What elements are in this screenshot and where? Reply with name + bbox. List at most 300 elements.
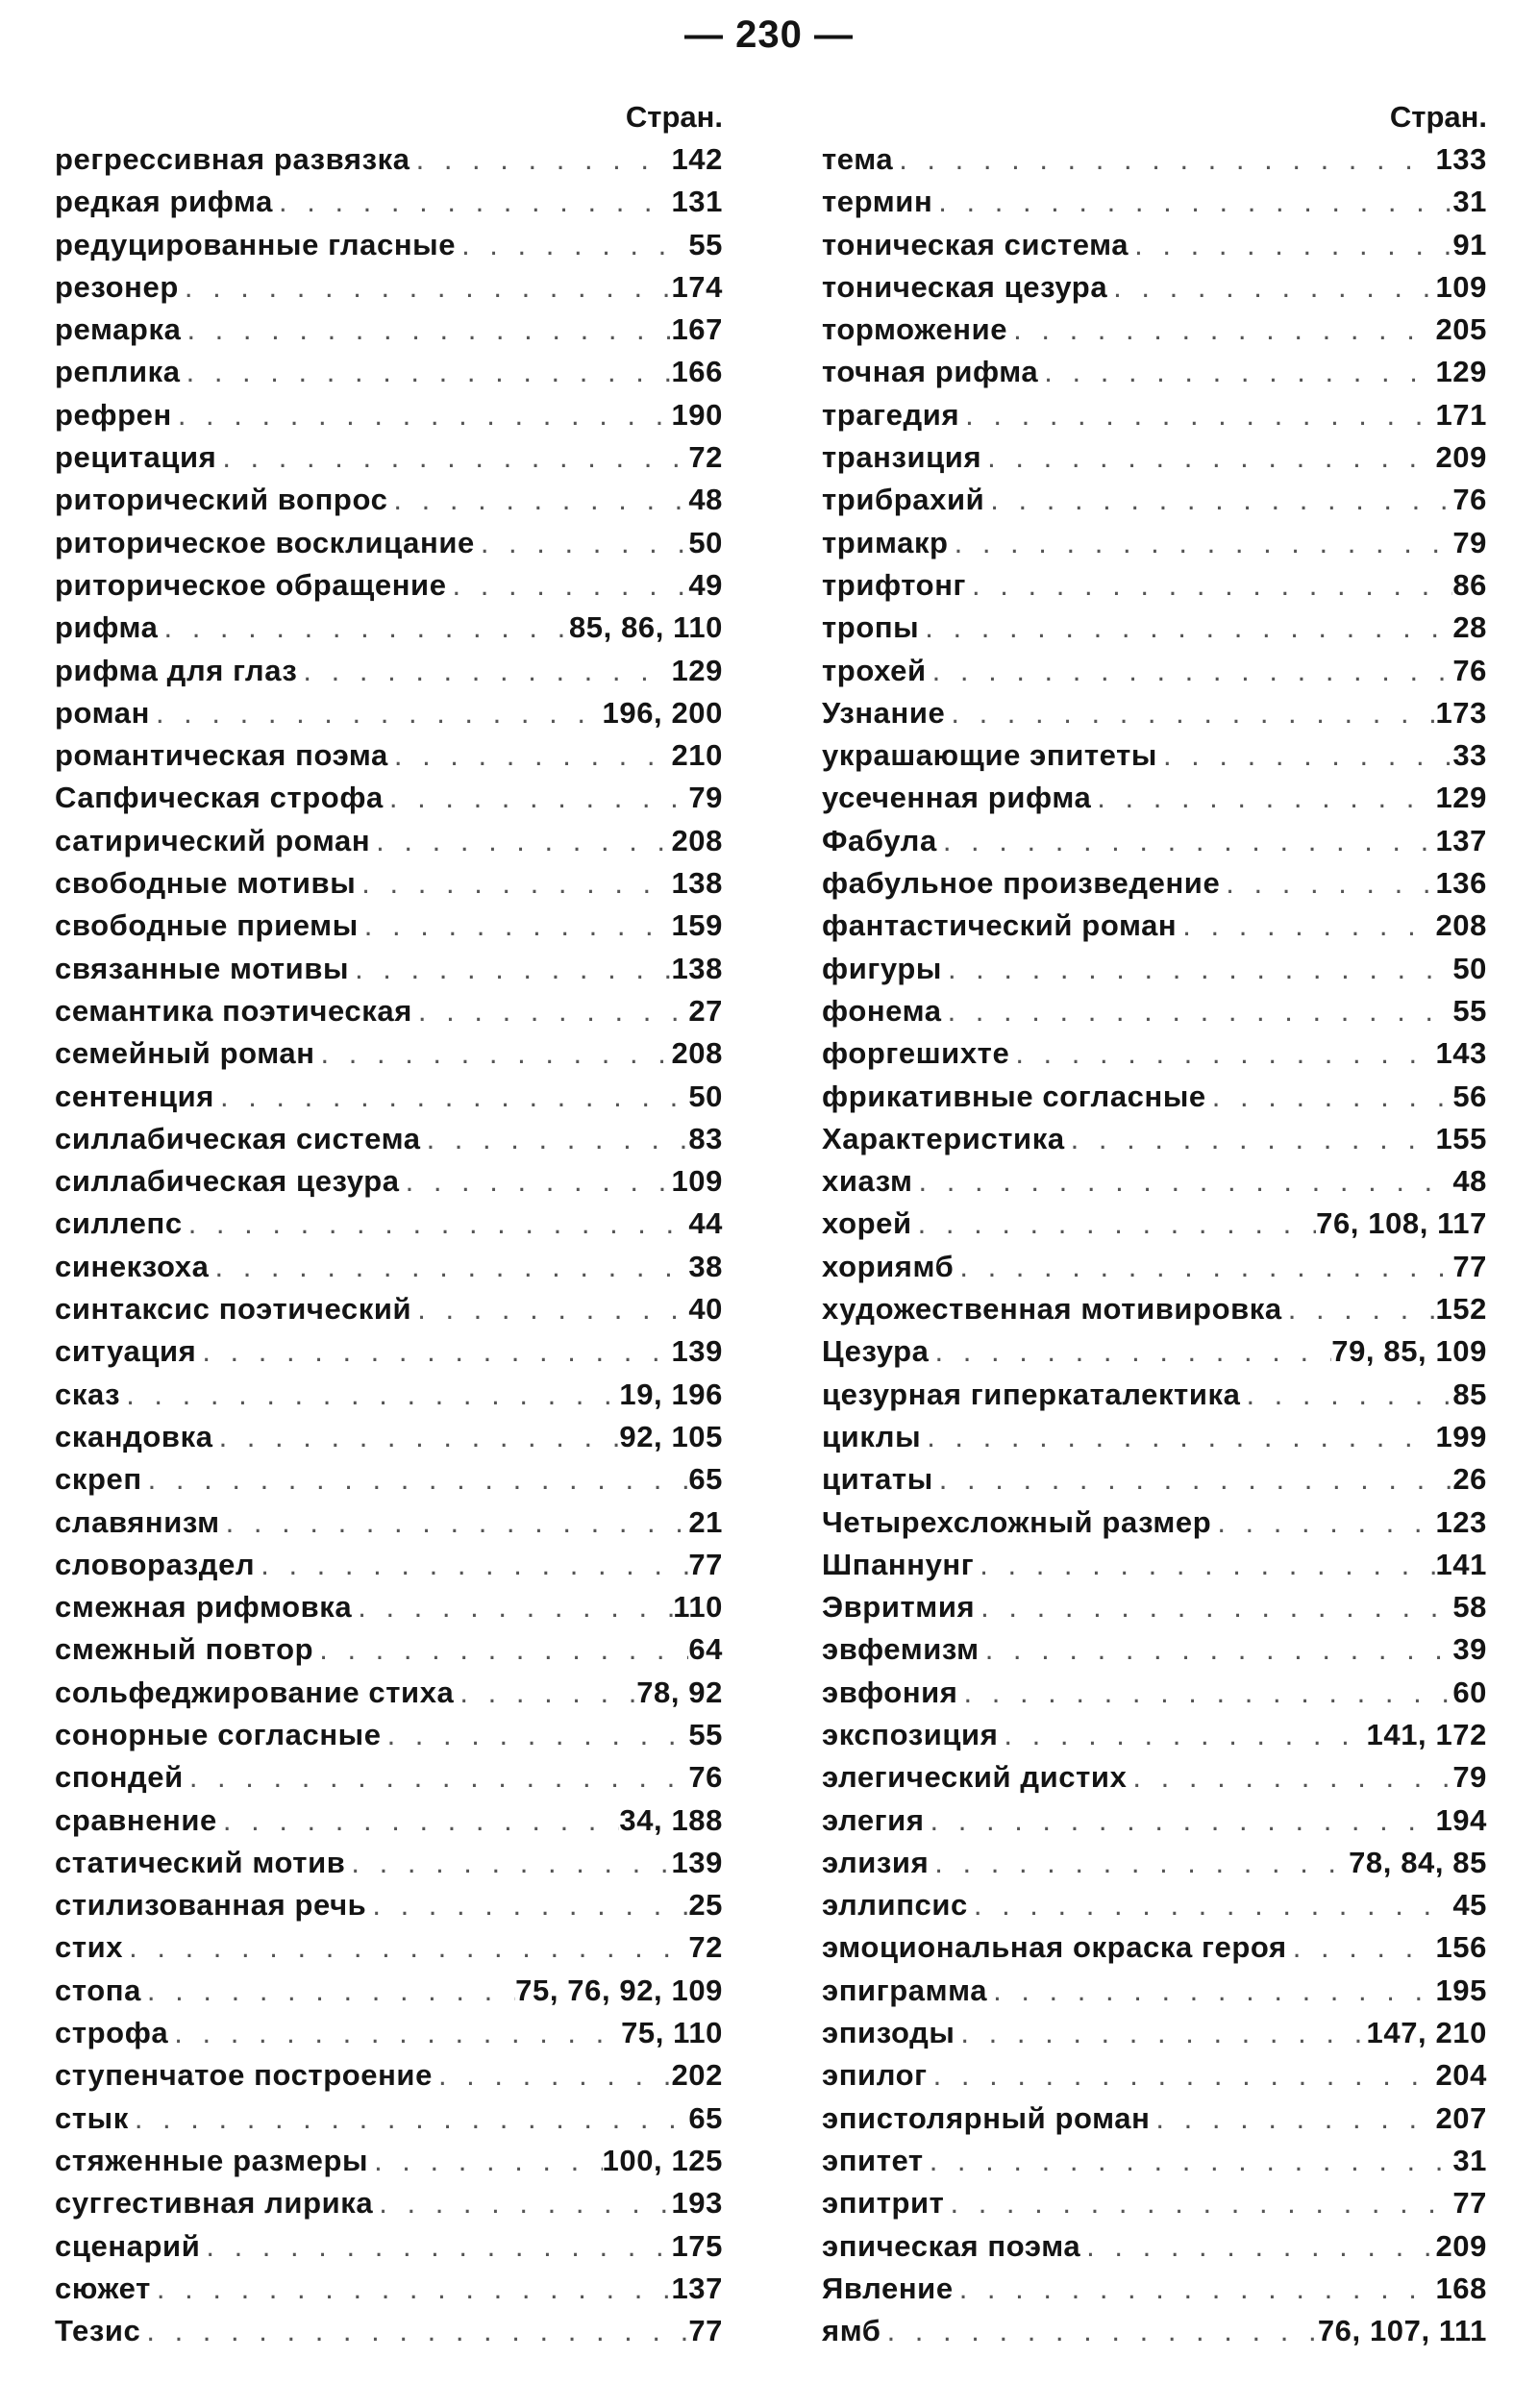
index-entry — [55, 1800, 723, 1842]
dot-leader — [929, 1842, 1349, 1884]
index-entry — [822, 2268, 1487, 2310]
dot-leader — [388, 734, 672, 777]
index-entry — [55, 564, 723, 607]
index-term: фигуры — [822, 951, 942, 985]
index-entry — [822, 692, 1487, 734]
index-entry — [822, 1330, 1487, 1373]
index-entry — [55, 2225, 723, 2268]
index-term: циклы — [822, 1419, 922, 1453]
dot-leader — [179, 266, 672, 309]
index-entry — [822, 2310, 1487, 2352]
index-page-numbers: 86 — [1452, 567, 1487, 602]
dot-leader — [273, 181, 671, 223]
dot-leader — [1129, 224, 1452, 266]
index-term: свободные приемы — [55, 908, 359, 943]
index-page-numbers: 55 — [1452, 993, 1487, 1028]
index-entry — [55, 1374, 723, 1416]
index-term: силлабическая система — [55, 1121, 421, 1155]
index-entry — [822, 990, 1487, 1032]
index-term: трибрахий — [822, 483, 985, 517]
index-entry — [822, 734, 1487, 777]
index-term: транзиция — [822, 440, 982, 475]
index-entry — [55, 2098, 723, 2140]
index-page-numbers: 76 — [1452, 653, 1487, 687]
index-page-numbers: 210 — [671, 738, 723, 773]
index-entry — [822, 1926, 1487, 1969]
index-term: ступенчатое построение — [55, 2058, 433, 2093]
index-entry — [55, 1842, 723, 1884]
index-term: эвфония — [822, 1675, 958, 1709]
index-page-numbers: 204 — [1435, 2058, 1487, 2093]
index-page-numbers: 60 — [1452, 1675, 1487, 1709]
dot-leader — [881, 2310, 1318, 2352]
index-entry — [822, 2225, 1487, 2268]
index-entry — [822, 564, 1487, 607]
index-entry — [55, 394, 723, 436]
index-page-numbers: 65 — [688, 1462, 723, 1497]
index-entry — [55, 351, 723, 393]
index-term: ремарка — [55, 312, 182, 347]
index-page-numbers: 147, 210 — [1366, 2016, 1487, 2050]
dot-leader — [150, 692, 603, 734]
dot-leader — [255, 1544, 688, 1586]
index-term: трагедия — [822, 397, 960, 432]
index-entry — [55, 1544, 723, 1586]
index-entry — [55, 905, 723, 947]
index-term: термин — [822, 185, 933, 219]
index-term: семейный роман — [55, 1036, 315, 1071]
index-page-numbers: 208 — [1435, 908, 1487, 943]
index-term: скандовка — [55, 1419, 213, 1453]
index-entry — [822, 436, 1487, 479]
index-page-numbers: 56 — [1452, 1079, 1487, 1113]
index-page-numbers: 195 — [1435, 1973, 1487, 2007]
index-page-numbers: 174 — [671, 269, 723, 304]
index-entry — [822, 1458, 1487, 1501]
dot-leader — [387, 479, 688, 521]
dot-leader — [181, 309, 671, 351]
index-term: тоническая цезура — [822, 269, 1108, 304]
index-entry — [822, 2182, 1487, 2224]
index-page-numbers: 78, 92 — [636, 1675, 723, 1709]
index-entry — [55, 607, 723, 649]
index-page-numbers: 139 — [671, 1334, 723, 1369]
dot-leader — [209, 1246, 688, 1288]
index-term: редуцированные гласные — [55, 227, 457, 261]
index-entry — [822, 1118, 1487, 1160]
index-entry — [822, 1032, 1487, 1075]
dot-leader — [1107, 266, 1435, 309]
index-entry — [55, 309, 723, 351]
index-entry — [822, 2140, 1487, 2182]
index-page-numbers: 193 — [671, 2186, 723, 2221]
index-page-numbers: 21 — [688, 1504, 723, 1539]
index-entry — [55, 650, 723, 692]
dot-leader — [421, 1118, 689, 1160]
dot-leader — [1009, 1032, 1435, 1075]
dot-leader — [345, 1842, 671, 1884]
dot-leader — [1091, 777, 1435, 819]
index-entry — [822, 1203, 1487, 1245]
index-term: эвфемизм — [822, 1632, 980, 1667]
index-term: стилизованная речь — [55, 1888, 367, 1923]
index-term: эпическая поэма — [822, 2228, 1081, 2263]
index-page-numbers: 166 — [671, 355, 723, 389]
dot-leader — [919, 607, 1452, 649]
index-entry — [822, 1544, 1487, 1586]
dot-leader — [998, 1714, 1366, 1756]
index-term: сравнение — [55, 1802, 217, 1837]
index-entry — [822, 1800, 1487, 1842]
index-page-numbers: 109 — [671, 1164, 723, 1199]
index-entry — [55, 1416, 723, 1458]
index-term: сентенция — [55, 1079, 214, 1113]
index-term: смежная рифмовка — [55, 1590, 353, 1625]
dot-leader — [1282, 1288, 1436, 1330]
index-page-numbers: 167 — [671, 312, 723, 347]
index-entry — [55, 1118, 723, 1160]
index-entry — [55, 1884, 723, 1926]
index-term: элегический дистих — [822, 1760, 1128, 1795]
index-entry — [822, 479, 1487, 521]
dot-leader — [412, 990, 688, 1032]
dot-leader — [912, 1203, 1316, 1245]
dot-leader — [400, 1160, 672, 1203]
dot-leader — [410, 138, 672, 181]
index-page-numbers: 50 — [688, 1079, 723, 1113]
index-entry — [55, 1032, 723, 1075]
index-page-numbers: 142 — [671, 142, 723, 176]
dot-leader — [975, 1586, 1452, 1628]
index-term: смежный повтор — [55, 1632, 314, 1667]
index-page-numbers: 207 — [1435, 2100, 1487, 2135]
index-entry — [822, 266, 1487, 309]
dot-leader — [141, 1970, 515, 2012]
index-page-numbers: 79, 85, 109 — [1331, 1334, 1487, 1369]
index-page-numbers: 194 — [1435, 1802, 1487, 1837]
dot-leader — [937, 820, 1436, 862]
index-entry — [822, 1288, 1487, 1330]
index-term: эпизоды — [822, 2016, 955, 2050]
index-term: Узнание — [822, 695, 946, 730]
index-term: романтическая поэма — [55, 738, 388, 773]
page-number: — 230 — — [684, 13, 854, 56]
index-term: Шпаннунг — [822, 1547, 975, 1581]
dot-leader — [954, 1246, 1452, 1288]
index-page-numbers: 143 — [1435, 1036, 1487, 1071]
index-page-numbers: 76, 107, 111 — [1317, 2314, 1487, 2348]
dot-leader — [213, 1416, 620, 1458]
index-entry — [55, 2012, 723, 2054]
index-entry — [822, 1416, 1487, 1458]
index-page-numbers: 44 — [688, 1206, 723, 1241]
index-term: рифма для глаз — [55, 653, 298, 687]
dot-leader — [987, 1970, 1435, 2012]
dot-leader — [980, 1628, 1453, 1671]
index-entry — [55, 1756, 723, 1799]
index-page-numbers: 50 — [688, 525, 723, 559]
index-page-numbers: 75, 76, 92, 109 — [515, 1973, 723, 2007]
index-entry — [822, 862, 1487, 905]
index-page-numbers: 48 — [1452, 1164, 1487, 1199]
index-term: сюжет — [55, 2271, 151, 2305]
dot-leader — [220, 1502, 689, 1544]
dot-leader — [217, 1800, 619, 1842]
index-term: фрикативные согласные — [822, 1079, 1206, 1113]
index-entry — [822, 1970, 1487, 2012]
index-term: резонер — [55, 269, 179, 304]
index-term: Характеристика — [822, 1121, 1065, 1155]
index-entry — [55, 692, 723, 734]
index-term: фонема — [822, 993, 942, 1028]
index-page-numbers: 129 — [671, 653, 723, 687]
index-page-numbers: 159 — [671, 908, 723, 943]
column-header-pages: Стран. — [625, 100, 723, 134]
index-page-numbers: 76 — [1452, 483, 1487, 517]
index-column-right — [822, 96, 1487, 2352]
index-term: рефрен — [55, 397, 172, 432]
index-page-numbers: 77 — [1452, 2186, 1487, 2221]
index-entries-right — [822, 138, 1487, 2352]
index-entry — [55, 1672, 723, 1714]
dot-leader — [1287, 1926, 1436, 1969]
index-entry — [55, 1628, 723, 1671]
index-page-numbers: 50 — [1452, 951, 1487, 985]
index-entry — [822, 1672, 1487, 1714]
index-term: свободные мотивы — [55, 866, 357, 901]
index-entry — [55, 948, 723, 990]
index-term: связанные мотивы — [55, 951, 350, 985]
index-entry — [822, 1586, 1487, 1628]
index-entry — [55, 1970, 723, 2012]
dot-leader — [352, 1586, 673, 1628]
index-page-numbers: 72 — [688, 440, 723, 475]
index-term: стяженные размеры — [55, 2143, 369, 2177]
index-term: эпилог — [822, 2058, 928, 2093]
index-term: Явление — [822, 2271, 954, 2305]
index-entry — [822, 650, 1487, 692]
index-entry — [55, 2140, 723, 2182]
dot-leader — [1211, 1502, 1435, 1544]
index-term: фабульное произведение — [822, 866, 1221, 901]
dot-leader — [1080, 2225, 1435, 2268]
index-entry — [55, 990, 723, 1032]
dot-leader — [1157, 734, 1452, 777]
dot-leader — [942, 948, 1452, 990]
index-page-numbers: 65 — [688, 2100, 723, 2135]
index-page-numbers: 78, 84, 85 — [1349, 1845, 1487, 1879]
index-page-numbers: 45 — [1452, 1888, 1487, 1923]
dot-leader — [924, 2140, 1453, 2182]
dot-leader — [958, 1672, 1453, 1714]
index-term: суггестивная лирика — [55, 2186, 374, 2221]
dot-leader — [974, 1544, 1435, 1586]
index-term: редкая рифма — [55, 185, 273, 219]
index-page-numbers: 64 — [688, 1632, 723, 1667]
dot-leader — [1206, 1076, 1453, 1118]
index-entry — [822, 905, 1487, 947]
index-entry — [822, 1502, 1487, 1544]
index-term: эпитет — [822, 2143, 924, 2177]
index-page-numbers: 72 — [688, 1930, 723, 1965]
index-page-numbers: 138 — [671, 866, 723, 901]
index-term: ситуация — [55, 1334, 197, 1369]
index-entry — [55, 2182, 723, 2224]
dot-leader — [129, 2098, 689, 2140]
index-entry — [822, 2012, 1487, 2054]
index-page-numbers: 137 — [1435, 823, 1487, 857]
index-page-numbers: 123 — [1435, 1504, 1487, 1539]
index-entry — [55, 1203, 723, 1245]
index-term: силлепс — [55, 1206, 183, 1241]
index-term: трохей — [822, 653, 927, 687]
index-entry — [55, 1246, 723, 1288]
index-entry — [55, 1502, 723, 1544]
index-page-numbers: 199 — [1435, 1419, 1487, 1453]
index-term: художественная мотивировка — [822, 1292, 1282, 1327]
index-page-numbers: 85 — [1452, 1377, 1487, 1411]
dot-leader — [981, 436, 1435, 479]
dot-leader — [966, 564, 1452, 607]
dot-leader — [1127, 1756, 1452, 1799]
index-page-numbers: 31 — [1452, 185, 1487, 219]
dot-leader — [172, 394, 672, 436]
index-page-numbers: 100, 125 — [602, 2143, 723, 2177]
index-entry — [822, 2098, 1487, 2140]
dot-leader — [454, 1672, 636, 1714]
index-page-numbers: 208 — [671, 1036, 723, 1071]
index-page-numbers: 92, 105 — [619, 1419, 723, 1453]
index-term: стык — [55, 2100, 129, 2135]
index-entry — [822, 138, 1487, 181]
index-page-numbers: 79 — [1452, 525, 1487, 559]
dot-leader — [1240, 1374, 1452, 1416]
dot-leader — [921, 1416, 1435, 1458]
index-term: элизия — [822, 1845, 930, 1879]
index-term: синекзоха — [55, 1249, 210, 1283]
dot-leader — [142, 1458, 689, 1501]
dot-leader — [1065, 1118, 1436, 1160]
index-term: силлабическая цезура — [55, 1164, 400, 1199]
index-entry — [55, 224, 723, 266]
index-page-numbers: 48 — [688, 483, 723, 517]
dot-leader — [447, 564, 689, 607]
index-page-numbers: 75, 110 — [621, 2016, 723, 2050]
index-term: хориямб — [822, 1249, 955, 1283]
dot-leader — [1150, 2098, 1435, 2140]
index-term: ямб — [822, 2314, 881, 2348]
index-term: форгешихте — [822, 1036, 1010, 1071]
dot-leader — [123, 1926, 688, 1969]
index-page-numbers: 110 — [673, 1590, 723, 1625]
index-term: Сапфическая строфа — [55, 781, 384, 815]
index-term: Цезура — [822, 1334, 930, 1369]
index-term: скреп — [55, 1462, 142, 1497]
index-page-numbers: 28 — [1452, 610, 1487, 645]
dot-leader — [158, 607, 568, 649]
index-entry — [822, 181, 1487, 223]
index-page-numbers: 55 — [688, 227, 723, 261]
dot-leader — [944, 2182, 1452, 2224]
dot-leader — [1177, 905, 1435, 947]
index-term: тоническая система — [822, 227, 1129, 261]
index-entry — [55, 777, 723, 819]
index-page-numbers: 58 — [1452, 1590, 1487, 1625]
index-entry — [822, 1756, 1487, 1799]
dot-leader — [959, 394, 1435, 436]
dot-leader — [925, 1800, 1436, 1842]
index-term: риторический вопрос — [55, 483, 388, 517]
index-term: спондей — [55, 1760, 184, 1795]
index-page-numbers: 91 — [1452, 227, 1487, 261]
index-term: сонорные согласные — [55, 1717, 382, 1751]
index-page-numbers: 79 — [688, 781, 723, 815]
index-term: эллипсис — [822, 1888, 968, 1923]
dot-leader — [216, 436, 688, 479]
index-entry — [55, 862, 723, 905]
index-entry — [822, 309, 1487, 351]
index-term: цитаты — [822, 1462, 933, 1497]
index-page-numbers: 208 — [671, 823, 723, 857]
index-term: точная рифма — [822, 355, 1039, 389]
index-term: сценарий — [55, 2228, 201, 2263]
dot-leader — [1007, 309, 1435, 351]
dot-leader — [356, 862, 671, 905]
dot-leader — [370, 820, 671, 862]
dot-leader — [181, 351, 672, 393]
index-page-numbers: 141 — [1435, 1547, 1487, 1581]
dot-leader — [913, 1160, 1453, 1203]
index-page-numbers: 139 — [671, 1845, 723, 1879]
index-term: стих — [55, 1930, 124, 1965]
index-term: реплика — [55, 355, 181, 389]
index-page-numbers: 171 — [1435, 397, 1487, 432]
dot-leader — [214, 1076, 688, 1118]
index-entry — [55, 1926, 723, 1969]
dot-leader — [120, 1374, 619, 1416]
index-page-numbers: 138 — [671, 951, 723, 985]
index-page-numbers: 40 — [688, 1292, 723, 1327]
index-term: усеченная рифма — [822, 781, 1092, 815]
dot-leader — [1038, 351, 1435, 393]
index-page-numbers: 137 — [671, 2271, 723, 2305]
index-term: хиазм — [822, 1164, 913, 1199]
dot-leader — [151, 2268, 672, 2310]
index-entry — [55, 1714, 723, 1756]
index-term: сказ — [55, 1377, 121, 1411]
index-term: строфа — [55, 2016, 169, 2050]
index-entry — [55, 1586, 723, 1628]
index-page-numbers: 76, 108, 117 — [1316, 1206, 1487, 1241]
index-entry — [55, 2310, 723, 2352]
index-term: торможение — [822, 312, 1008, 347]
index-term: роман — [55, 695, 150, 730]
index-term: регрессивная развязка — [55, 142, 410, 176]
index-page-numbers: 83 — [688, 1121, 723, 1155]
index-page-numbers: 27 — [688, 993, 723, 1028]
index-entry — [55, 2268, 723, 2310]
index-entry — [822, 948, 1487, 990]
index-page-numbers: 77 — [688, 1547, 723, 1581]
dot-leader — [968, 1884, 1452, 1926]
index-page-numbers: 34, 188 — [619, 1802, 723, 1837]
index-page-numbers: 25 — [688, 1888, 723, 1923]
dot-leader — [315, 1032, 672, 1075]
index-term: трифтонг — [822, 567, 967, 602]
index-page-numbers: 190 — [671, 397, 723, 432]
index-page-numbers: 202 — [671, 2058, 723, 2093]
dot-leader — [313, 1628, 688, 1671]
